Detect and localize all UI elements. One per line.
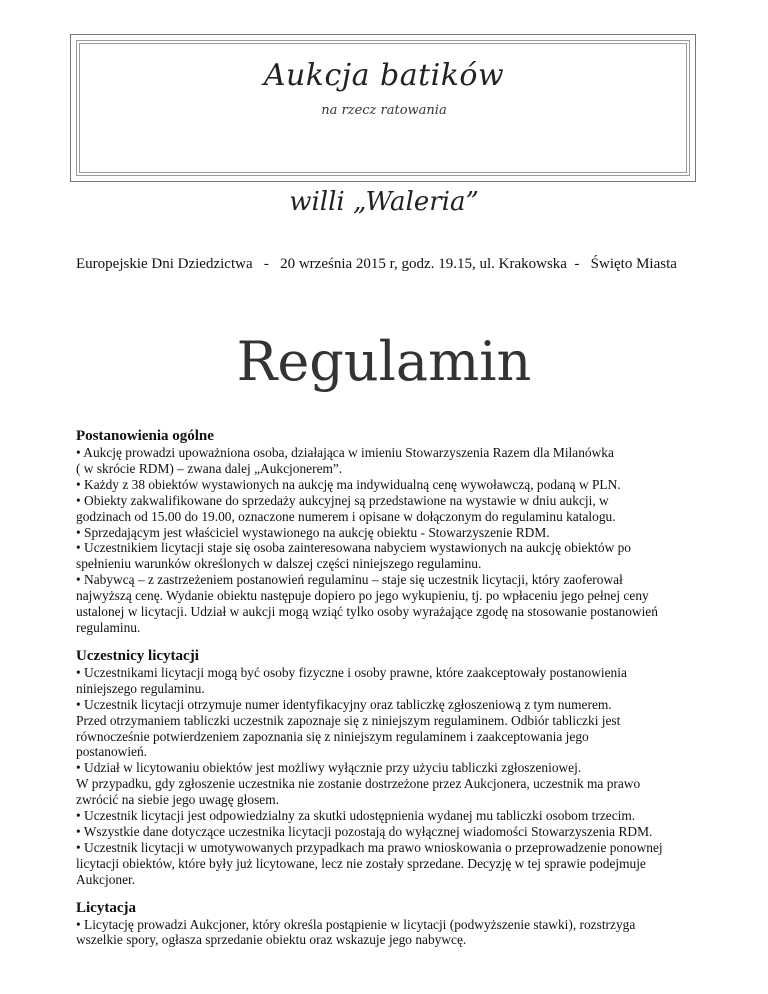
section-bidding	[76, 900, 691, 949]
text-line: równocześnie potwierdzeniem zapoznania się z niniejszym regulaminem i zaakceptowania jego	[76, 728, 589, 744]
section-heading: Licytacja	[76, 899, 136, 916]
document-title: Regulamin	[236, 330, 532, 393]
text-line: godzinach od 15.00 do 19.00, oznaczone numerem i opisane w dołączonym do regulaminu katalogu.	[76, 508, 616, 524]
section-general-provisions	[76, 428, 691, 636]
event-info-line: Europejskie Dni Dziedzictwa - 20 września 2015 r, godz. 19.15, ul. Krakowska - Święto Miasta	[76, 256, 677, 272]
text-line: wszelkie spory, ogłasza sprzedanie obiektu oraz wskazuje jego nabywcę.	[76, 932, 467, 948]
text-line: W przypadku, gdy zgłoszenie uczestnika nie zostanie dostrzeżone przez Aukcjonera, uczestnik ma prawo	[76, 776, 641, 792]
text-line: • Każdy z 38 obiektów wystawionych na aukcję ma indywidualną cenę wywoławczą, podaną w PLN.	[76, 476, 621, 492]
text-line: • Wszystkie dane dotyczące uczestnika licytacji pozostają do wyłącznej wiadomości Stowarzyszenia RDM.	[76, 823, 653, 839]
auction-title: Aukcja batików	[263, 58, 505, 93]
text-line: • Uczestnik licytacji w umotywowanych przypadkach ma prawo wnioskowania o przeprowadzenie ponownej	[76, 839, 663, 855]
text-line: • Nabywcą – z zastrzeżeniem postanowień regulaminu – staje się uczestnik licytacji, który zaoferował	[76, 572, 623, 588]
text-line: spełnieniu warunków określonych w dalszej części niniejszego regulaminu.	[76, 556, 482, 572]
text-line: zwrócić na siebie jego uwagę głosem.	[76, 792, 280, 808]
text-line: postanowień.	[76, 744, 148, 760]
text-line: • Obiekty zakwalifikowane do sprzedaży aukcyjnej są przedstawione na wystawie w dniu aukcji, w	[76, 492, 609, 508]
text-line: niniejszego regulaminu.	[76, 680, 205, 696]
text-line: najwyższą cenę. Wydanie obiektu następuje dopiero po jego wykupieniu, tj. po wpłaceniu jego pełnej ceny	[76, 588, 649, 604]
text-line: • Aukcję prowadzi upoważniona osoba, działająca w imieniu Stowarzyszenia Razem dla Milanówka	[76, 445, 614, 460]
villa-name: willi „Waleria”	[289, 187, 479, 217]
section-heading: Uczestnicy licytacji	[76, 647, 199, 664]
text-line: • Uczestnik licytacji jest odpowiedzialny za skutki udostępnienia wydanej mu tabliczki osobom trzecim.	[76, 808, 636, 824]
text-line: licytacji obiektów, które były już licytowane, lecz nie zostały sprzedane. Decyzję w tej sprawie podejmuje	[76, 855, 646, 871]
section-heading: Postanowienia ogólne	[76, 428, 214, 444]
regulations-body	[76, 428, 691, 960]
text-line: ustalonej w licytacji. Udział w aukcji mogą wziąć tylko osoby wyrażające zgodę na stosowanie postanowień	[76, 604, 658, 620]
text-line: regulaminu.	[76, 619, 141, 635]
text-line: • Sprzedającym jest właściciel wystawionego na aukcję obiektu - Stowarzyszenie RDM.	[76, 524, 550, 540]
text-line: • Udział w licytowaniu obiektów jest możliwy wyłącznie przy użyciu tabliczki zgłoszeniowej.	[76, 760, 582, 776]
text-line: Przed otrzymaniem tabliczki uczestnik zapoznaje się z niniejszym regulaminem. Odbiór tabliczki jest	[76, 712, 621, 728]
section-auction-participants	[76, 648, 691, 888]
text-line: Aukcjoner.	[76, 871, 136, 887]
text-line: • Uczestnik licytacji otrzymuje numer identyfikacyjny oraz tabliczkę zgłoszeniową z tym numerem.	[76, 696, 612, 712]
text-line: • Uczestnikiem licytacji staje się osoba zainteresowana nabyciem wystawionych na aukcję obiektów po	[76, 540, 632, 556]
auction-subtitle: na rzecz ratowania	[321, 103, 447, 118]
text-line: ( w skrócie RDM) – zwana dalej „Aukcjonerem”.	[76, 460, 343, 476]
text-line: • Uczestnikami licytacji mogą być osoby fizyczne i osoby prawne, które zaakceptowały postanowienia	[76, 664, 627, 680]
text-line: • Licytację prowadzi Aukcjoner, który określa postąpienie w licytacji (podwyższenie stawki), rozstrzyga	[76, 916, 636, 932]
